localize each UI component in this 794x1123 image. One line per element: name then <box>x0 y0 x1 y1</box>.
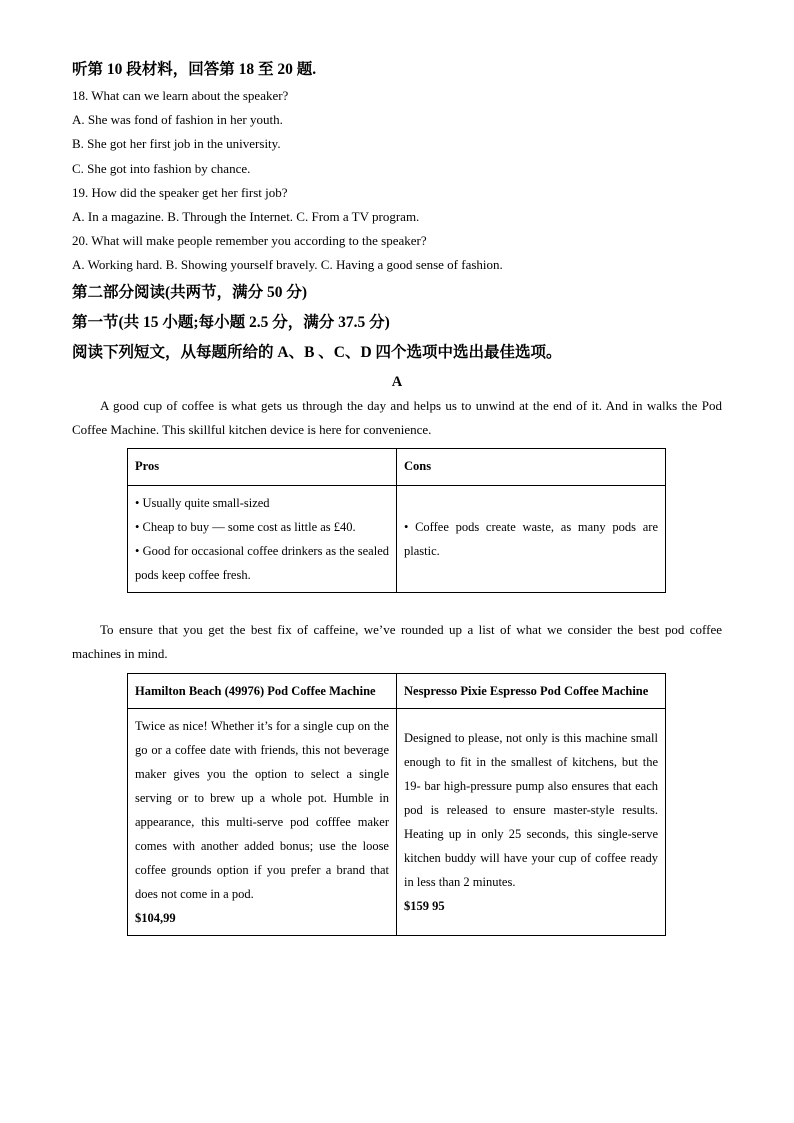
pros-cell <box>128 485 397 592</box>
question-18-option-b: B. She got her first job in the university. <box>72 136 281 152</box>
question-18-option-c: C. She got into fashion by chance. <box>72 160 251 176</box>
question-18-stem: 18. What can we learn about the speaker? <box>72 88 289 103</box>
reading-instruction: 阅读下列短文，从每题所给的 A、B 、C、D 四个选项中选出最佳选项。 <box>72 343 562 361</box>
cons-cell <box>397 485 666 592</box>
listening-section-heading: 听第 10 段材料，回答第 18 至 20 题. <box>72 61 317 78</box>
machines-table <box>127 673 666 936</box>
question-19-stem: 19. How did the speaker get her first job? <box>72 184 288 200</box>
pros-item: • Good for occasional coffee drinkers as the sealed pods keep coffee fresh. <box>135 543 389 582</box>
machine-1-description: Twice as nice! Whether it’s for a single cup on the go or a coffee date with friends, this not beverage maker gives you the option to select a single serving or to brew up a whole pot. Humble in appearance, this multi-serve pod cofffee maker comes with another added bonus; use the loose coffee grounds option if you prefer a brand that does not come in a pod. <box>135 718 389 901</box>
passage-letter: A <box>391 373 403 390</box>
exam-page <box>72 58 722 936</box>
question-20-options: A. Working hard. B. Showing yourself bravely. C. Having a good sense of fashion. <box>72 257 503 273</box>
machine-1-name: Hamilton Beach (49976) Pod Coffee Machine <box>128 673 397 708</box>
intro-paragraph: A good cup of coffee is what gets us through the day and helps us to unwind at the end of it. And in walks the Pod Coffee Machine. This skillful kitchen device is here for convenience. <box>72 397 722 437</box>
cons-item: • Coffee pods create waste, as many pods are plastic. <box>404 519 658 558</box>
pros-item: • Cheap to buy — some cost as little as £40. <box>135 519 356 534</box>
question-20-stem: 20. What will make people remember you according to the speaker? <box>72 233 427 249</box>
question-18-option-a: A. She was fond of fashion in her youth. <box>72 112 283 128</box>
pros-item: • Usually quite small-sized <box>135 495 270 510</box>
cons-header: Cons <box>397 448 666 485</box>
machine-2-name: Nespresso Pixie Espresso Pod Coffee Machine <box>397 673 666 708</box>
question-19-options: A. In a magazine. B. Through the Internet. C. From a TV program. <box>72 209 420 225</box>
machine-2-cell <box>397 708 666 935</box>
reading-section-heading: 第一节(共 15 小题;每小题 2.5 分，满分 37.5 分) <box>72 313 390 331</box>
machine-1-price: $104,99 <box>135 910 176 925</box>
reading-part-heading: 第二部分阅读(共两节，满分 50 分) <box>72 283 308 301</box>
pros-cons-table <box>127 448 666 593</box>
pros-header: Pros <box>128 448 397 485</box>
machine-1-cell <box>128 708 397 935</box>
second-paragraph: To ensure that you get the best fix of caffeine, we’ve rounded up a list of what we consider the best pod coffee machines in mind. <box>72 621 722 661</box>
machine-2-price: $159 95 <box>404 898 445 913</box>
machine-2-description: Designed to please, not only is this machine small enough to fit in the smallest of kitchens, but the 19- bar high-pressure pump also ensures that each pod is released to ensure master-style results. Heating up in only 25 seconds, this single-serve kitchen buddy will have your cup of coffee ready in less than 2 minutes. <box>404 730 658 889</box>
